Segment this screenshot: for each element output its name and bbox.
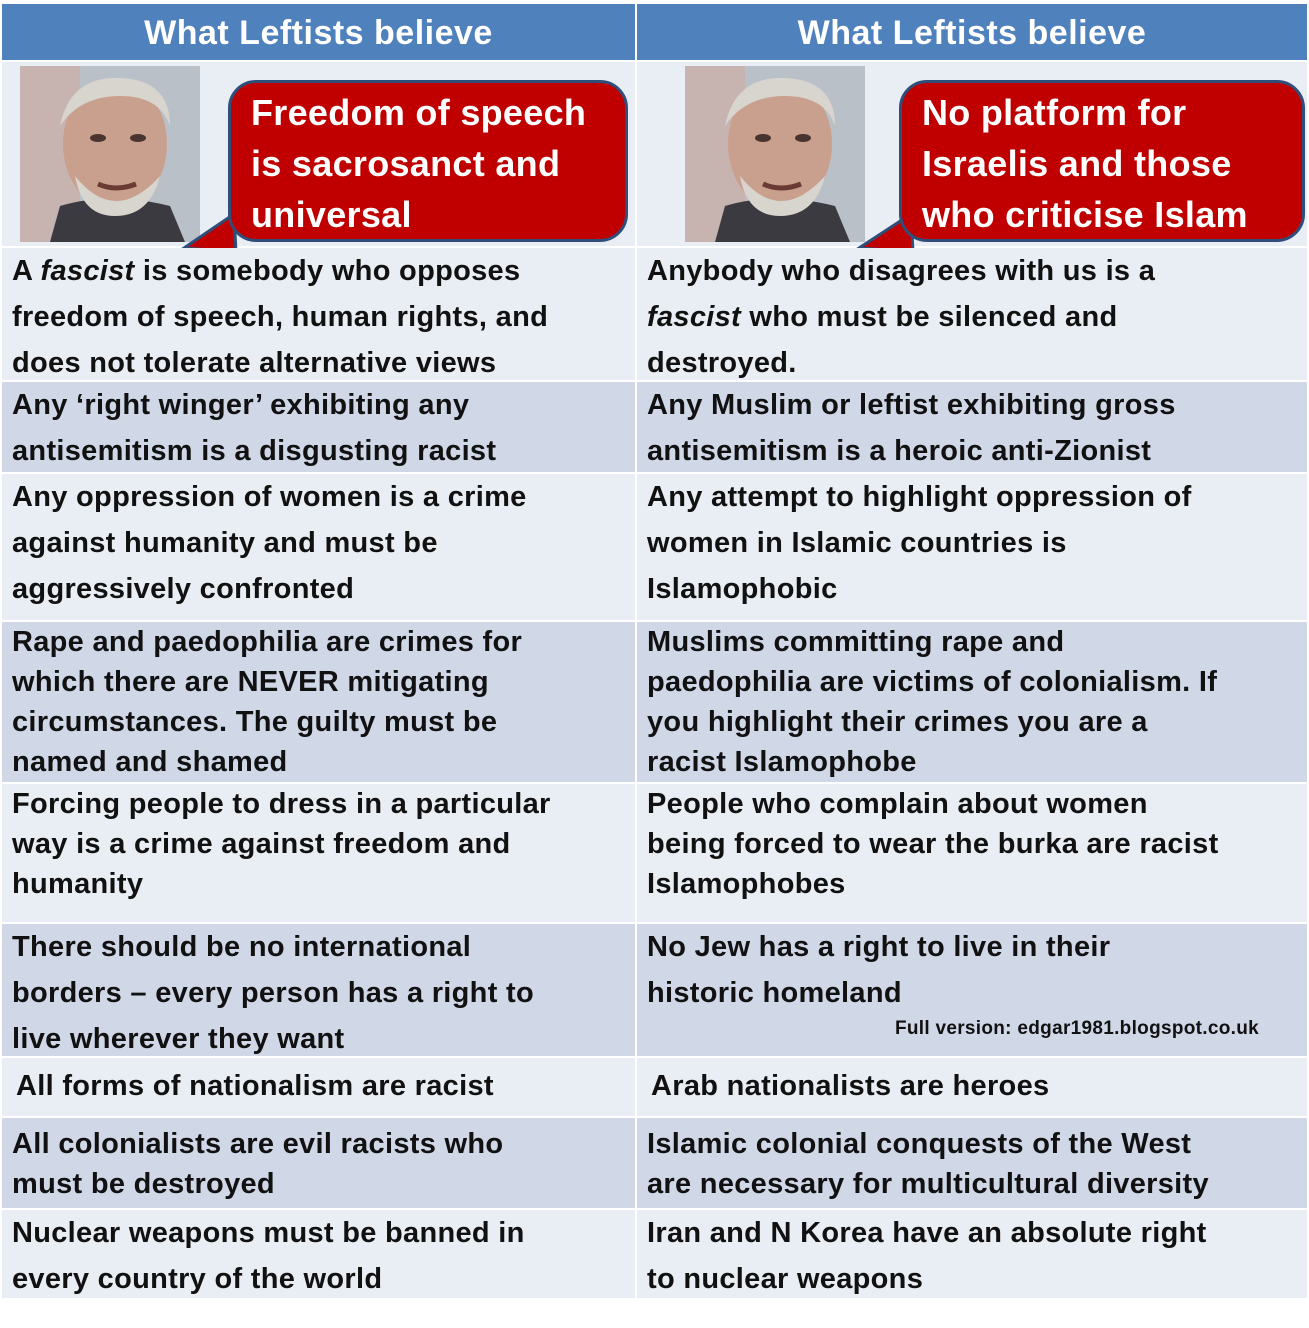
statement-line: women in Islamic countries is bbox=[647, 527, 1067, 559]
statement-line: way is a crime against freedom and bbox=[12, 828, 511, 860]
right-bubble-line-3: who criticise Islam bbox=[922, 194, 1248, 235]
left-statement bbox=[2, 1210, 637, 1298]
statement-line: historic homeland bbox=[647, 977, 902, 1009]
statement-line: does not tolerate alternative views bbox=[12, 347, 497, 379]
right-statement bbox=[637, 248, 1307, 380]
statement-line: are necessary for multicultural diversity bbox=[647, 1168, 1209, 1200]
left-column-title: What Leftists believe bbox=[2, 4, 637, 60]
statement-line: No Jew has a right to live in their bbox=[647, 931, 1111, 963]
statement-line: being forced to wear the burka are racist bbox=[647, 828, 1219, 860]
statement-line: Iran and N Korea have an absolute right bbox=[647, 1217, 1207, 1249]
statement-line: There should be no international bbox=[12, 931, 472, 963]
statement-line: to nuclear weapons bbox=[647, 1263, 924, 1295]
statement-line: Arab nationalists are heroes bbox=[651, 1070, 1050, 1102]
left-statement bbox=[2, 784, 637, 922]
table-row bbox=[2, 1118, 1307, 1210]
statement-line: Nuclear weapons must be banned in bbox=[12, 1217, 525, 1249]
right-statement bbox=[637, 474, 1307, 620]
statement-line: which there are NEVER mitigating bbox=[12, 666, 489, 698]
statement-line: Anybody who disagrees with us is a bbox=[647, 255, 1156, 287]
left-speech-bubble bbox=[228, 80, 628, 242]
statement-line: All colonialists are evil racists who bbox=[12, 1128, 504, 1160]
table-row bbox=[2, 622, 1307, 784]
table-row bbox=[2, 248, 1307, 382]
left-quote-cell bbox=[2, 62, 637, 248]
statement-line: Islamophobes bbox=[647, 868, 846, 900]
left-bubble-line-2: is sacrosanct and bbox=[251, 143, 561, 184]
right-bubble-line-1: No platform for bbox=[922, 92, 1187, 133]
statement-line: destroyed. bbox=[647, 347, 797, 379]
statement-line: Forcing people to dress in a particular bbox=[12, 788, 551, 820]
statement-line: Islamophobic bbox=[647, 573, 838, 605]
left-statement bbox=[2, 622, 637, 782]
speech-bubble-row bbox=[2, 62, 1307, 248]
statement-line: antisemitism is a disgusting racist bbox=[12, 435, 497, 467]
statement-line: you highlight their crimes you are a bbox=[647, 706, 1148, 738]
statement-line: Rape and paedophilia are crimes for bbox=[12, 626, 523, 658]
statement-line: aggressively confronted bbox=[12, 573, 355, 605]
statement-line: Any oppression of women is a crime bbox=[12, 481, 527, 513]
man-face-photo-icon bbox=[685, 66, 865, 242]
right-statement bbox=[637, 784, 1307, 922]
statement-line: against humanity and must be bbox=[12, 527, 438, 559]
left-bubble-line-3: universal bbox=[251, 194, 412, 235]
right-bubble-line-2: Israelis and those bbox=[922, 143, 1232, 184]
statement-line: Islamic colonial conquests of the West bbox=[647, 1128, 1192, 1160]
statement-line: every country of the world bbox=[12, 1263, 383, 1295]
left-statement bbox=[2, 1118, 637, 1208]
left-statement bbox=[2, 248, 637, 380]
statement-line: borders – every person has a right to bbox=[12, 977, 534, 1009]
right-statement bbox=[637, 1210, 1307, 1298]
header-row bbox=[2, 4, 1307, 62]
table-row bbox=[2, 1210, 1307, 1298]
left-statement bbox=[2, 382, 637, 472]
comparison-table bbox=[2, 4, 1307, 1298]
statement-line: live wherever they want bbox=[12, 1023, 345, 1055]
table-row bbox=[2, 1058, 1307, 1118]
statement-line: circumstances. The guilty must be bbox=[12, 706, 498, 738]
left-statement bbox=[2, 924, 637, 1056]
statement-line: Muslims committing rape and bbox=[647, 626, 1065, 658]
statement-line: fascist who must be silenced and bbox=[647, 301, 1118, 333]
right-statement bbox=[637, 1058, 1307, 1116]
table-row bbox=[2, 474, 1307, 622]
right-quote-cell bbox=[637, 62, 1307, 248]
statement-line: racist Islamophobe bbox=[647, 746, 917, 778]
left-statement bbox=[2, 1058, 637, 1116]
man-face-photo-icon bbox=[20, 66, 200, 242]
right-speech-bubble bbox=[899, 80, 1305, 242]
statement-line: All forms of nationalism are racist bbox=[16, 1070, 494, 1102]
table-row bbox=[2, 784, 1307, 924]
right-statement bbox=[637, 622, 1307, 782]
statement-line: Any attempt to highlight oppression of bbox=[647, 481, 1192, 513]
right-statement bbox=[637, 1118, 1307, 1208]
right-statement bbox=[637, 382, 1307, 472]
statement-line: Any ‘right winger’ exhibiting any bbox=[12, 389, 470, 421]
statement-line: freedom of speech, human rights, and bbox=[12, 301, 549, 333]
right-column-title: What Leftists believe bbox=[797, 14, 1147, 52]
statement-line: Any Muslim or leftist exhibiting gross bbox=[647, 389, 1176, 421]
left-bubble-line-1: Freedom of speech bbox=[251, 92, 587, 133]
source-credit: Full version: edgar1981.blogspot.co.uk bbox=[894, 1018, 1259, 1039]
statement-line: antisemitism is a heroic anti-Zionist bbox=[647, 435, 1152, 467]
table-row bbox=[2, 382, 1307, 474]
table-row bbox=[2, 924, 1307, 1058]
statement-line: People who complain about women bbox=[647, 788, 1148, 820]
statement-line: must be destroyed bbox=[12, 1168, 275, 1200]
statement-line: paedophilia are victims of colonialism. If bbox=[647, 666, 1218, 698]
statement-line: A fascist is somebody who opposes bbox=[12, 255, 521, 287]
statement-line: humanity bbox=[12, 868, 144, 900]
statement-line: named and shamed bbox=[12, 746, 288, 778]
left-statement bbox=[2, 474, 637, 620]
right-statement bbox=[637, 924, 1307, 1056]
